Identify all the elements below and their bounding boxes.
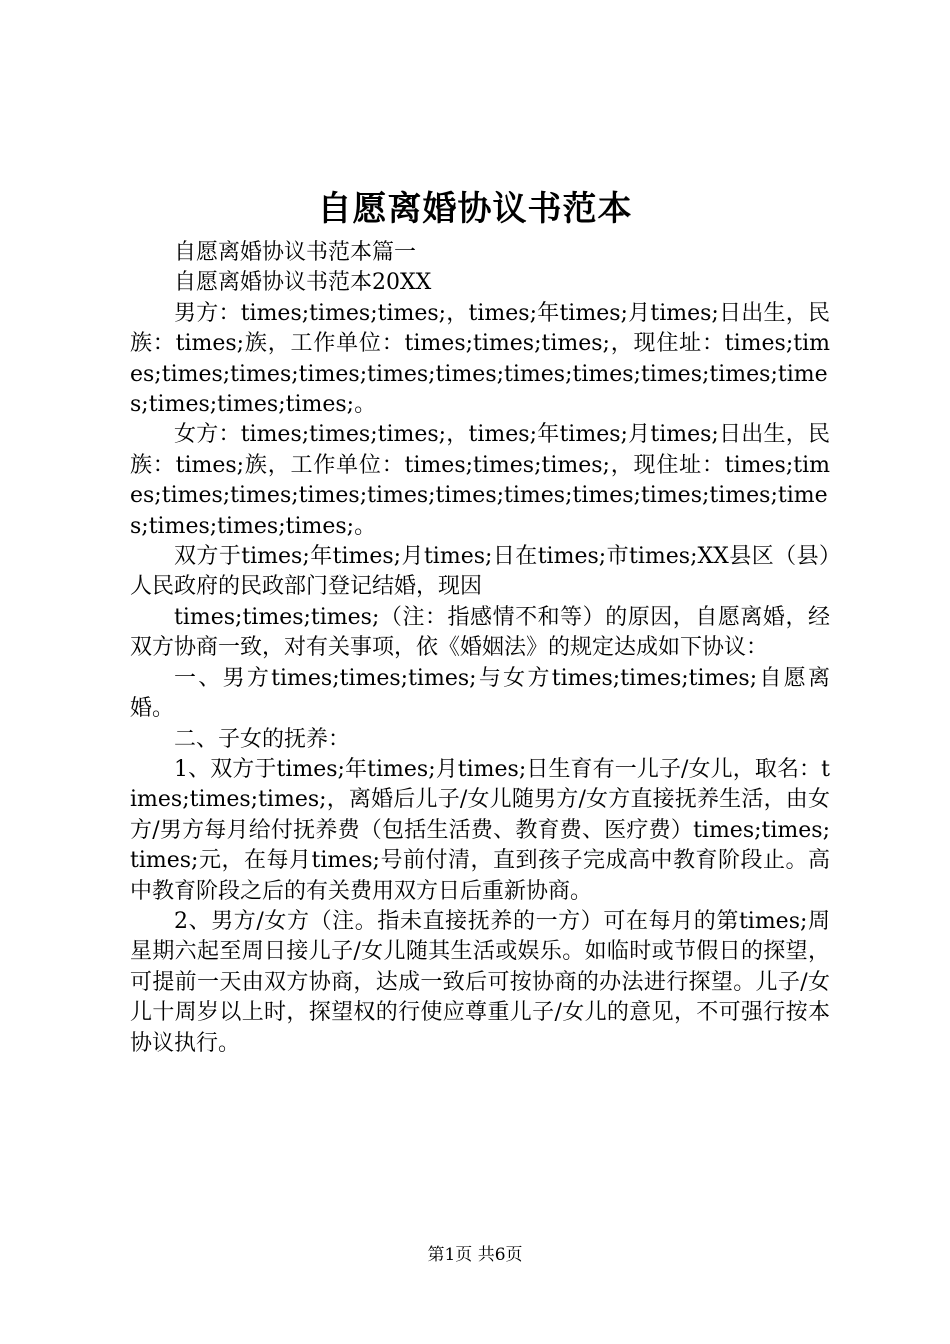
paragraph-reason: times;times;times;（注：指感情不和等）的原因，自愿离婚，经双方协商一致，对有关事项，依《婚姻法》的规定达成如下协议：	[130, 604, 830, 661]
paragraph-clause-1: 一、男方times;times;times;与女方times;times;times;自愿离婚。	[130, 665, 830, 722]
paragraph-marriage-registration: 双方于times;年times;月times;日在times;市times;XX县区（县）人民政府的民政部门登记结婚，现因	[130, 544, 830, 600]
paragraph-subtitle: 自愿离婚协议书范本篇一	[174, 240, 417, 265]
paragraph-clause-2-1: 1、双方于times;年times;月times;日生育有一儿子/女儿，取名：times;times;times;，离婚后儿子/女儿随男方/女方直接抚养生活，由女方/男方每月给付抚养费（包括生活费、教育费、医疗费）times;times;times;元，在每月times;号前付清，直到孩子完成高中教育阶段止。高中教育阶段之后的有关费用双方日后重新协商。	[130, 756, 830, 904]
document-body	[130, 238, 830, 1059]
document-title: 自愿离婚协议书范本	[317, 189, 633, 229]
paragraph-female-party: 女方：times;times;times;，times;年times;月times;日出生，民族：times;族，工作单位：times;times;times;，现住址：times;times;times;times;times;times;times;times;times;times;times;times;times;times;times;。	[130, 422, 830, 539]
paragraph-male-party: 男方：times;times;times;，times;年times;月times;日出生，民族：times;族，工作单位：times;times;times;，现住址：times;times;times;times;times;times;times;times;times;times;times;times;times;times;times;。	[130, 300, 830, 418]
paragraph-heading: 自愿离婚协议书范本20XX	[174, 270, 432, 296]
paragraph-clause-2-2: 2、男方/女方（注。指未直接抚养的一方）可在每月的第times;周星期六起至周日接儿子/女儿随其生活或娱乐。如临时或节假日的探望，可提前一天由双方协商，达成一致后可按协商的办法进行探望。儿子/女儿十周岁以上时，探望权的行使应尊重儿子/女儿的意见，不可强行按本协议执行。	[130, 908, 830, 1056]
page-footer: 第1页 共6页	[427, 1245, 523, 1265]
paragraph-clause-2: 二、子女的抚养：	[174, 726, 351, 752]
